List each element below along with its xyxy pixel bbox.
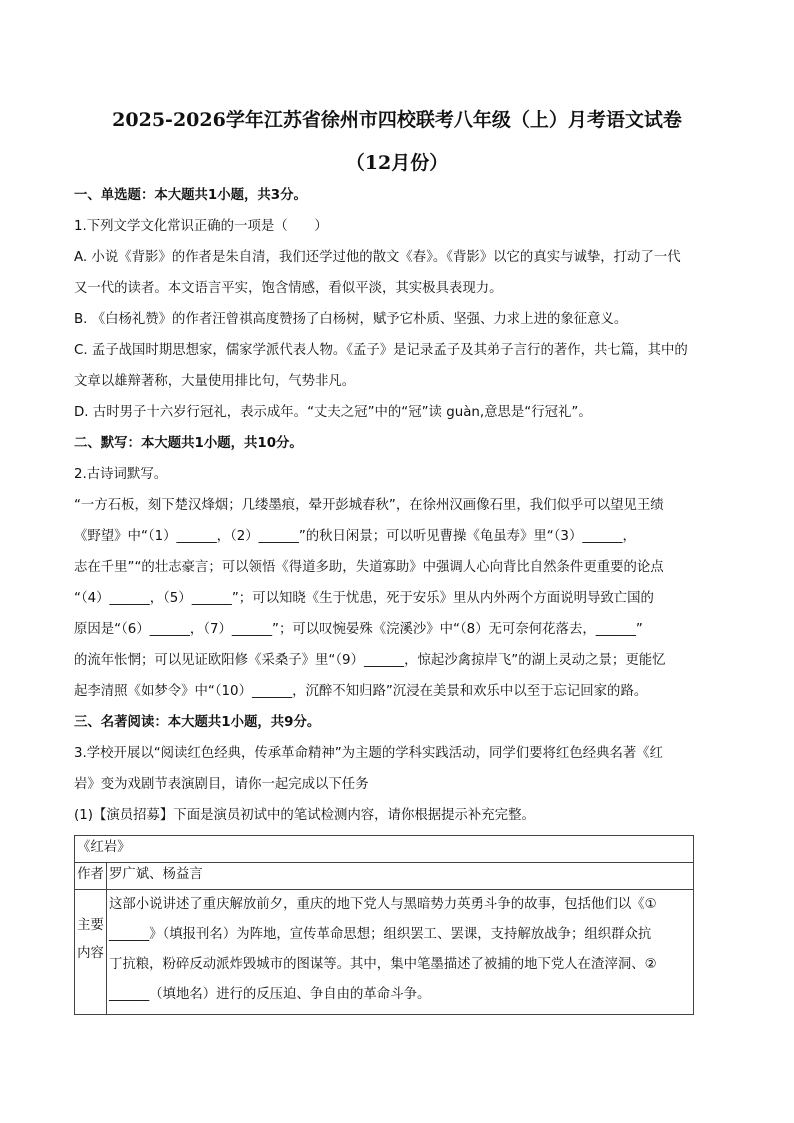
section-3-heading: 三、名著阅读：本大题共1小题，共9分。 — [74, 715, 321, 730]
question-2-stem: 2.古诗词默写。 — [74, 467, 168, 482]
content-label-line1: 主要 — [77, 918, 104, 933]
section-2-heading: 二、默写：本大题共1小题，共10分。 — [74, 436, 303, 451]
exam-title: 2025-2026学年江苏省徐州市四校联考八年级（上）月考语文试卷 — [112, 109, 682, 131]
author-value: 罗广斌、杨益言 — [107, 863, 694, 890]
exam-subtitle: （12月份） — [345, 152, 449, 174]
q2-text-line7: 起李清照《如梦令》中“（10）______，沉醉不知归路”沉浸在美景和欢乐中以至于忘记回家的路。 — [74, 684, 648, 699]
question-1-stem: 1.下列文学文化常识正确的一项是（ ） — [74, 219, 328, 234]
content-value — [107, 890, 694, 1015]
book-title-cell: 《红岩》 — [75, 836, 694, 863]
q3-subquestion-1: (1)【演员招募】下面是演员初试中的笔试检测内容，请你根据提示补充完整。 — [74, 808, 535, 823]
q1-option-c-line2: 文章以雄辩著称，大量使用排比句，气势非凡。 — [74, 374, 356, 389]
q1-option-c-line1: C. 孟子战国时期思想家，儒家学派代表人物。《孟子》是记录孟子及其弟子言行的著作，共七篇，其中的 — [74, 343, 688, 358]
content-line-4: ______（填地名）进行的反压迫、争自由的革命斗争。 — [109, 987, 431, 1002]
author-label: 作者 — [75, 863, 107, 890]
novel-info-table — [74, 835, 694, 1015]
q2-text-line5: 原因是“（6）______，（7）______”；可以叹惋晏殊《浣溪沙》中“（8）无可奈何花落去，______” — [74, 622, 643, 637]
q2-text-line4: “（4）______，（5）______”；可以知晓《生于忧患，死于安乐》里从内外两个方面说明导致亡国的 — [74, 591, 654, 606]
question-3-stem-line1: 3.学校开展以“阅读红色经典，传承革命精神”为主题的学科实践活动，同学们要将红色经典名著《红 — [74, 746, 664, 761]
question-3-stem-line2: 岩》变为戏剧节表演剧目，请你一起完成以下任务 — [74, 777, 369, 792]
content-line-2: ______》（填报刊名）为阵地，宣传革命思想；组织罢工、罢课，支持解放战争；组织群众抗 — [109, 927, 652, 942]
q1-option-a-line2: 又一代的读者。本文语言平实，饱含情感，看似平淡，其实极具表现力。 — [74, 281, 503, 296]
content-label — [75, 890, 107, 1015]
q1-option-b: B. 《白杨礼赞》的作者汪曾祺高度赞扬了白杨树，赋予它朴质、坚强、力求上进的象征意义。 — [74, 312, 628, 327]
q1-option-a-line1: A. 小说《背影》的作者是朱自清，我们还学过他的散文《春》。《背影》以它的真实与诚挚，打动了一代 — [74, 250, 681, 265]
q2-text-line1: “一方石板，刻下楚汉烽烟；几缕墨痕，晕开彭城春秋”，在徐州汉画像石里，我们似乎可以望见王绩 — [74, 498, 664, 513]
section-1-heading: 一、单选题：本大题共1小题，共3分。 — [74, 188, 307, 203]
q2-text-line2: 《野望》中“（1）______，（2）______”的秋日闲景；可以听见曹操《龟虽寿》里“（3）______， — [74, 529, 636, 544]
q2-text-line6: 的流年怅惘；可以见证欧阳修《采桑子》里“（9）______，惊起沙禽掠岸飞”的湖上灵动之景；更能忆 — [74, 653, 666, 668]
q1-option-d: D. 古时男子十六岁行冠礼，表示成年。“丈夫之冠”中的“冠”读 guàn,意思是“行冠礼”。 — [74, 405, 592, 420]
content-label-line2: 内容 — [77, 946, 104, 961]
content-line-1: 这部小说讲述了重庆解放前夕，重庆的地下党人与黑暗势力英勇斗争的故事，包括他们以《① — [109, 897, 657, 912]
content-line-3: 丁抗粮，粉碎反动派炸毁城市的图谋等。其中，集中笔墨描述了被捕的地下党人在渣滓洞、② — [109, 957, 657, 972]
q2-text-line3: 志在千里”“的壮志豪言；可以领悟《得道多助，失道寡助》中强调人心向背比自然条件更重要的论点 — [74, 560, 664, 575]
